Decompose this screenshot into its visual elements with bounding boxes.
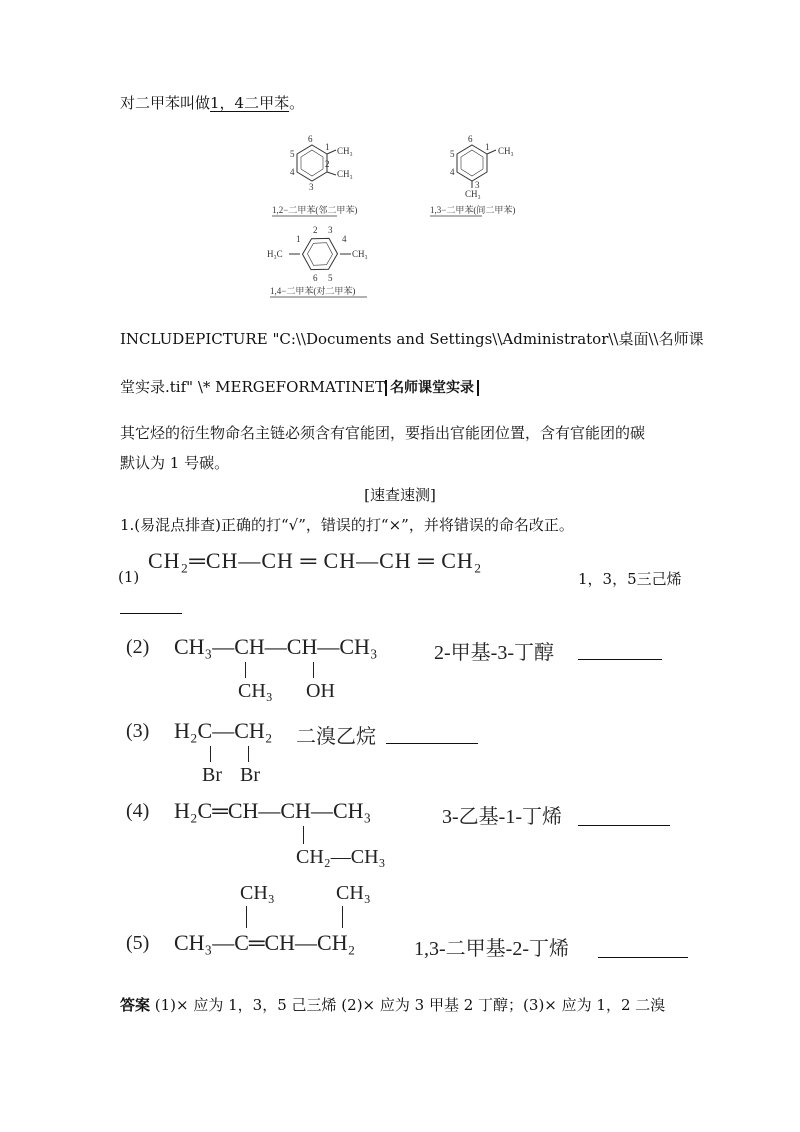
svg-text:4: 4 [342,234,347,244]
svg-text:5: 5 [450,149,455,159]
svg-text:H₃C: H₃C [267,249,283,259]
item-3-number: (3) [126,720,150,742]
meta-caption: 1,3−二甲苯(间二甲苯) [430,205,516,215]
svg-text:6: 6 [308,134,313,144]
question-stem: 1.(易混点排查)正确的打“√”，错误的打“×”，并将错误的命名改正。 [120,516,574,534]
item-2-main-chain: CH₃—CH—CH—CH₃ [174,634,378,659]
answer-label: 答案 [120,996,151,1014]
item-2-branch-oh: OH [306,680,335,702]
svg-text:4: 4 [450,167,455,177]
para-caption: 1,4−二甲苯(对二甲苯) [270,286,356,296]
item-5-main-chain: CH₃—C═CH—CH₂ [174,930,356,955]
svg-text:3: 3 [475,180,480,190]
answer-line [120,994,665,1015]
item-2-bond-1 [245,662,246,678]
ortho-xylene-structure [272,134,357,216]
svg-text:3: 3 [309,182,314,192]
item-3-main-chain: H₂C—CH₂ [174,718,273,743]
svg-text:4: 4 [290,167,295,177]
item-1-formula: CH₂═CH—CH ═ CH—CH ═ CH₂ [148,548,483,573]
item-4-number: (4) [126,800,150,822]
item-3-answer-blank[interactable] [386,742,478,744]
item-5-name: 1,3-二甲基-2-丁烯 [414,938,569,960]
svg-text:CH₃: CH₃ [498,146,514,156]
item-2-name: 2-甲基-3-丁醇 [434,642,554,664]
item-3-bond-1 [210,746,211,762]
item-2-answer-blank[interactable] [578,658,662,660]
includepicture-line-2: 堂实录.tif" \* MERGEFORMATINET 名师课堂实录 [120,376,479,397]
item-4-main-chain: H₂C═CH—CH—CH₃ [174,798,372,823]
item-3-bond-2 [248,746,249,762]
item-4-answer-blank[interactable] [578,824,670,826]
ortho-caption: 1,2−二甲苯(邻二甲苯) [272,205,358,215]
item-5-branch-ch3-1: CH₃ [240,882,275,904]
item-3-branch-br-1: Br [202,764,222,786]
svg-text:6: 6 [468,134,473,144]
svg-text:1: 1 [325,142,330,152]
item-5-number: (5) [126,932,150,954]
svg-text:5: 5 [328,273,333,283]
ortho-ch3-a: CH₃ [337,146,353,156]
para-xylene-structure [267,225,368,297]
section-heading: [速查速测] [364,486,436,504]
teacher-record-badge: 名师课堂实录 [385,380,479,396]
svg-text:2: 2 [325,159,330,169]
item-2-number: (2) [126,636,150,658]
item-4-branch-ethyl: CH₂—CH₃ [296,846,386,868]
xylene-structures-figure [262,130,562,300]
svg-text:CH₃: CH₃ [352,249,368,259]
includepicture-line-1: INCLUDEPICTURE "C:\\Documents and Settings\\Administrator\\桌面\\名师课 [120,330,704,348]
item-5-answer-blank[interactable] [598,956,688,958]
ortho-ch3-b: CH₃ [337,169,353,179]
svg-text:CH₃: CH₃ [465,189,481,199]
item-2-bond-2 [313,662,314,678]
intro-line: 对二甲苯叫做1，4二甲苯。 [120,94,305,112]
item-5-bond-1 [246,906,247,928]
svg-text:1: 1 [296,234,301,244]
svg-text:5: 5 [290,149,295,159]
item-4-name: 3-乙基-1-丁烯 [442,806,562,828]
svg-text:6: 6 [313,273,318,283]
svg-text:1: 1 [485,142,490,152]
item-1-number: (1) [118,568,140,586]
meta-xylene-structure [430,134,515,216]
svg-text:3: 3 [328,225,333,235]
answer-text: (1)× 应为 1，3，5 己三烯 (2)× 应为 3 甲基 2 丁醇；(3)× 应为 1，2 二溴 [150,996,666,1014]
underlined-name: 1，4二甲苯 [210,94,290,112]
item-1-answer-blank[interactable] [120,612,182,614]
svg-text:2: 2 [313,225,318,235]
item-2-branch-ch3: CH₃ [238,680,273,702]
rule-line-2: 默认为 1 号碳。 [120,454,230,472]
item-1-name: 1，3，5三己烯 [578,570,682,588]
item-4-bond [303,826,304,844]
item-3-branch-br-2: Br [240,764,260,786]
item-5-bond-2 [342,906,343,928]
rule-line-1: 其它烃的衍生物命名主链必须含有官能团，要指出官能团位置，含有官能团的碳 [120,424,646,442]
item-5-branch-ch3-2: CH₃ [336,882,371,904]
item-3-name: 二溴乙烷 [296,726,376,748]
